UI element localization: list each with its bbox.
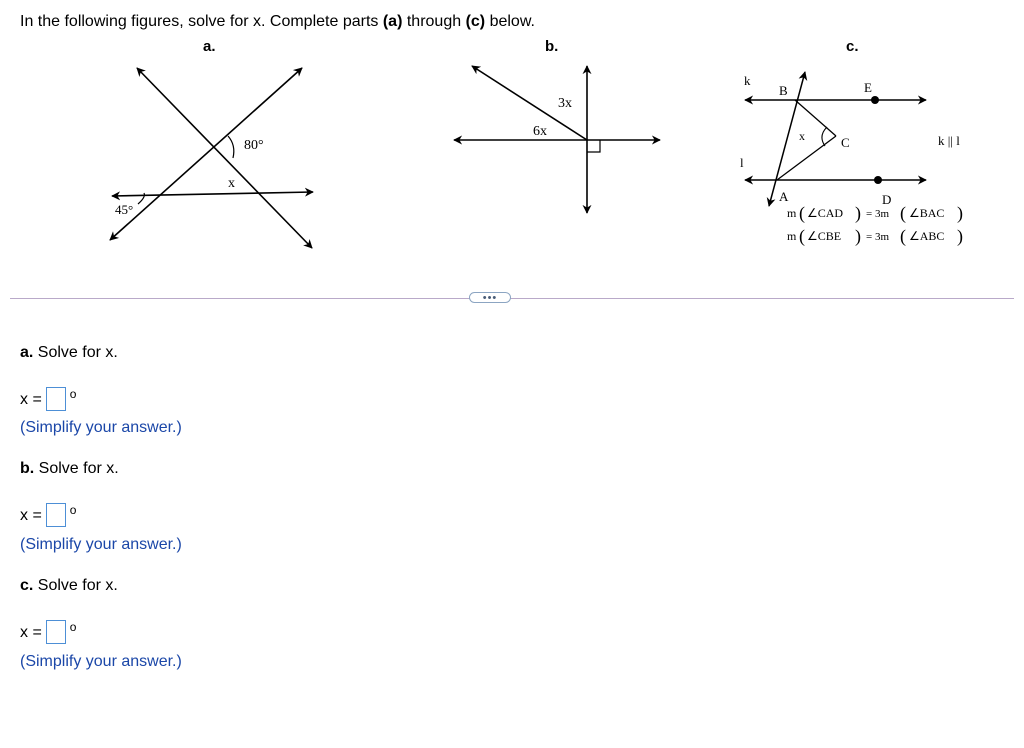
label-d: D [882,192,892,207]
cond2-m: m [787,229,797,243]
point-d [874,176,882,184]
label-80: 80° [244,138,264,153]
cond2-paren2-close: ) [957,226,963,246]
cond2-paren-open: ( [799,226,805,246]
instructions-part-c: (c) [465,13,486,30]
label-3x: 3x [558,96,572,111]
label-parallel: k || l [938,133,960,148]
cond2-paren-close: ) [855,226,861,246]
answer-a-prefix: x = [20,391,42,408]
cond2-rel: = 3m [866,231,890,243]
more-button[interactable]: ••• [469,292,511,303]
figure-b-label: b. [545,38,559,55]
hint-b: (Simplify your answer.) [20,536,182,553]
figure-a-label: a. [203,38,216,55]
question-b-letter: b. [20,460,35,477]
cond2-rhs: ∠ABC [909,229,945,243]
answer-c-input[interactable] [46,620,66,644]
divider [10,298,1014,299]
answer-c-prefix: x = [20,624,42,641]
point-e [871,96,879,104]
cond1-rhs: ∠BAC [909,206,945,220]
question-c-text: Solve for x. [33,577,118,594]
cond1-inner: ∠CAD [807,206,844,220]
question-b-text: Solve for x. [34,460,119,477]
answer-b-prefix: x = [20,507,42,524]
question-a-text: Solve for x. [33,344,118,361]
answer-b-row [20,503,76,527]
label-45: 45° [115,202,134,217]
cond1-paren-close: ) [855,203,861,223]
label-x-a: x [228,176,235,191]
label-a: A [779,189,789,204]
label-x-c: x [799,129,805,143]
answer-b-degree: o [69,503,77,517]
cond1-paren2-close: ) [957,203,963,223]
answer-a-degree: o [69,387,77,401]
answer-a-input[interactable] [46,387,66,411]
figure-c-diagram [0,0,1024,300]
cond1-m: m [787,206,797,220]
cond1-paren2-open: ( [900,203,906,223]
question-b-title [20,460,119,478]
label-6x: 6x [533,124,547,139]
label-b: B [779,83,788,98]
label-l: l [740,155,744,170]
label-e: E [864,80,872,95]
cond1-rel: = 3m [866,208,890,220]
instructions-text: In the following figures, solve for x. Complete parts [20,13,383,30]
hint-a: (Simplify your answer.) [20,419,182,436]
cond2-paren2-open: ( [900,226,906,246]
question-c-letter: c. [20,577,34,594]
figure-c-label: c. [846,38,859,55]
label-c: C [841,135,850,150]
answer-c-degree: o [69,620,77,634]
question-a-letter: a. [20,344,34,361]
answer-a-row [20,387,76,411]
answer-c-row [20,620,76,644]
question-c-title [20,577,118,595]
question-a-title [20,344,118,362]
instructions-text-mid: through [402,13,466,30]
label-k: k [744,73,751,88]
answer-b-input[interactable] [46,503,66,527]
cond2-inner: ∠CBE [807,229,842,243]
instructions-part-a: (a) [382,13,403,30]
instructions-text-end: below. [485,13,535,30]
cond1-paren-open: ( [799,203,805,223]
hint-c: (Simplify your answer.) [20,653,182,670]
